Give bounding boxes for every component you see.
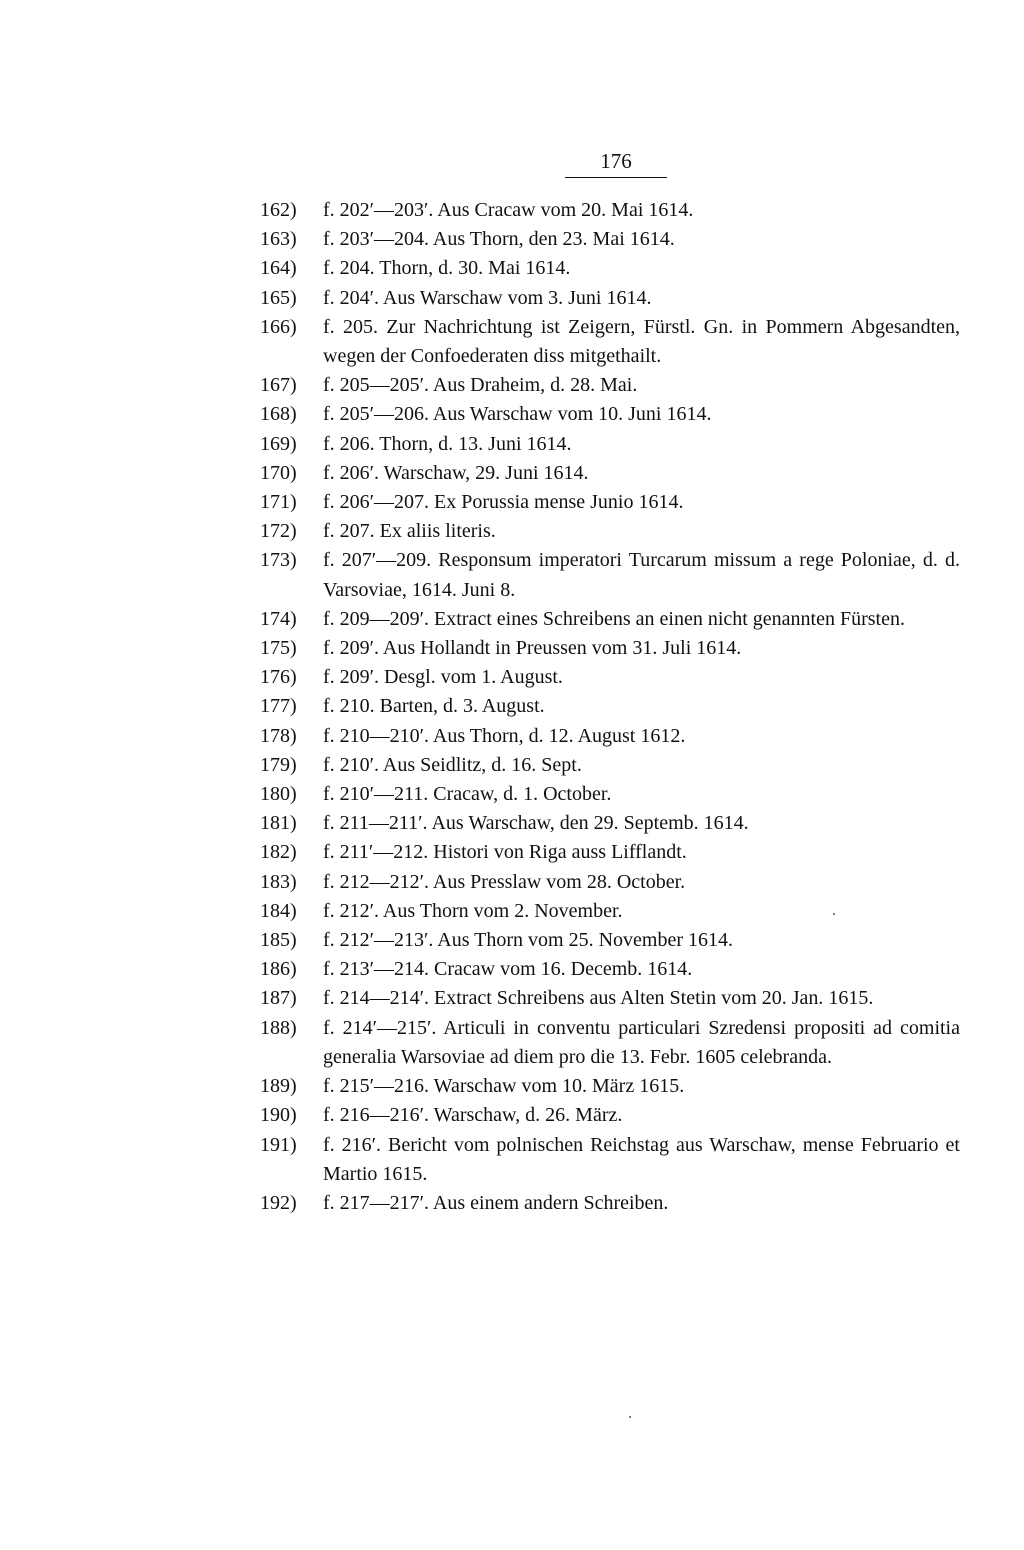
entry-163 [260, 225, 960, 254]
entry-text: f. 202′—203′. Aus Cracaw vom 20. Mai 1614. [323, 199, 694, 221]
entry-169 [260, 430, 960, 459]
entry-number: 183) [260, 870, 297, 893]
page-number: 176 [600, 149, 632, 173]
entry-172 [260, 517, 960, 546]
entry-text: f. 211—211′. Aus Warschaw, den 29. Septemb. 1614. [323, 812, 749, 835]
entry-text: f. 216—216′. Warschaw, d. 26. März. [323, 1104, 623, 1127]
entry-text: f. 214—214′. Extract Schreibens aus Alten Stetin vom 20. Jan. 1615. [323, 987, 874, 1010]
entry-number: 181) [260, 812, 297, 835]
entry-number: 172) [260, 520, 297, 543]
entry-number: 177) [260, 695, 297, 718]
entry-181 [260, 809, 960, 838]
entry-text: f. 205—205′. Aus Draheim, d. 28. Mai. [323, 374, 638, 397]
entry-192 [260, 1189, 960, 1218]
entry-162 [260, 196, 960, 225]
entry-text: f. 206′. Warschaw, 29. Juni 1614. [323, 461, 589, 484]
entry-180 [260, 780, 960, 809]
entry-184 [260, 897, 960, 926]
entry-166 [260, 313, 960, 371]
scan-speck [629, 1416, 631, 1418]
entry-text: f. 211′—212. Histori von Riga auss Lifflandt. [323, 841, 687, 864]
entry-number: 162) [260, 199, 297, 221]
entry-number: 185) [260, 929, 297, 952]
entry-number: 165) [260, 286, 297, 309]
entry-number: 163) [260, 228, 297, 251]
entry-number: 192) [260, 1191, 297, 1214]
entry-text: f. 203′—204. Aus Thorn, den 23. Mai 1614. [323, 228, 675, 251]
entry-text: f. 206. Thorn, d. 13. Juni 1614. [323, 432, 572, 455]
entry-text: f. 204. Thorn, d. 30. Mai 1614. [323, 257, 571, 280]
entry-190 [260, 1101, 960, 1130]
entry-number: 166) [260, 315, 297, 338]
entry-164 [260, 254, 960, 283]
entry-number: 167) [260, 374, 297, 397]
entry-number: 168) [260, 403, 297, 426]
page-number-rule [565, 177, 667, 178]
entry-text: f. 205′—206. Aus Warschaw vom 10. Juni 1614. [323, 403, 712, 426]
entry-168 [260, 400, 960, 429]
entry-number: 169) [260, 432, 297, 455]
entry-text: f. 212′. Aus Thorn vom 2. November. [323, 899, 623, 922]
entry-186 [260, 955, 960, 984]
entry-176 [260, 663, 960, 692]
entry-173 [260, 546, 960, 604]
entry-text: f. 209—209′. Extract eines Schreibens an einen nicht genannten Fürsten. [323, 607, 905, 630]
entry-175 [260, 634, 960, 663]
entry-number: 173) [260, 549, 297, 572]
entry-text: f. 210′—211. Cracaw, d. 1. October. [323, 783, 612, 806]
entry-number: 184) [260, 899, 297, 922]
entry-text: f. 216′. Bericht vom polnischen Reichstag aus Warschaw, mense Februario et Martio 1615. [323, 1133, 960, 1185]
entry-170 [260, 459, 960, 488]
entry-number: 174) [260, 607, 297, 630]
entry-167 [260, 371, 960, 400]
entry-number: 188) [260, 1016, 297, 1039]
entry-number: 178) [260, 724, 297, 747]
entry-text: f. 213′—214. Cracaw vom 16. Decemb. 1614. [323, 958, 693, 981]
entry-number: 176) [260, 666, 297, 689]
entry-number: 189) [260, 1075, 297, 1098]
entry-text: f. 210—210′. Aus Thorn, d. 12. August 1612. [323, 724, 686, 747]
entry-text: f. 205. Zur Nachrichtung ist Zeigern, Fürstl. Gn. in Pommern Abgesandten, wegen der Confoederaten diss mitgethailt. [323, 315, 960, 368]
entry-number: 182) [260, 841, 297, 864]
entry-number: 171) [260, 491, 297, 514]
entry-text: f. 206′—207. Ex Porussia mense Junio 1614. [323, 491, 684, 514]
entry-174 [260, 605, 960, 634]
entry-text: f. 210′. Aus Seidlitz, d. 16. Sept. [323, 753, 582, 776]
entry-182 [260, 838, 960, 867]
entry-number: 186) [260, 958, 297, 981]
scan-speck [833, 913, 835, 915]
entry-text: f. 215′—216. Warschaw vom 10. März 1615. [323, 1075, 685, 1098]
entry-number: 170) [260, 461, 297, 484]
entry-number: 175) [260, 637, 297, 660]
entry-185 [260, 926, 960, 955]
entry-187 [260, 984, 960, 1013]
entry-text: f. 204′. Aus Warschaw vom 3. Juni 1614. [323, 286, 652, 309]
entry-text: f. 214′—215′. Articuli in conventu particulari Szredensi propositi ad comitia generalia Warsoviae ad diem pro die 13. Febr. 1605 celebranda. [323, 1016, 960, 1068]
entry-178 [260, 722, 960, 751]
entry-text: f. 209′. Desgl. vom 1. August. [323, 666, 563, 689]
entry-number: 179) [260, 753, 297, 776]
entry-171 [260, 488, 960, 517]
entry-list [260, 196, 960, 1218]
entry-188 [260, 1014, 960, 1072]
entry-number: 180) [260, 783, 297, 806]
entry-text: f. 207. Ex aliis literis. [323, 520, 496, 543]
entry-189 [260, 1072, 960, 1101]
entry-179 [260, 751, 960, 780]
entry-number: 191) [260, 1133, 297, 1156]
entry-183 [260, 868, 960, 897]
entry-191 [260, 1131, 960, 1189]
entry-165 [260, 284, 960, 313]
entry-text: f. 212—212′. Aus Presslaw vom 28. October. [323, 870, 686, 893]
entry-number: 190) [260, 1104, 297, 1127]
entry-text: f. 212′—213′. Aus Thorn vom 25. November 1614. [323, 929, 734, 952]
entry-number: 187) [260, 987, 297, 1010]
entry-177 [260, 692, 960, 721]
entry-text: f. 209′. Aus Hollandt in Preussen vom 31. Juli 1614. [323, 637, 742, 660]
entry-text: f. 217—217′. Aus einem andern Schreiben. [323, 1191, 669, 1214]
entry-number: 164) [260, 257, 297, 280]
entry-text: f. 210. Barten, d. 3. August. [323, 695, 545, 718]
entry-text: f. 207′—209. Responsum imperatori Turcarum missum a rege Poloniae, d. d. Varsoviae, 1614. Juni 8. [323, 549, 960, 601]
